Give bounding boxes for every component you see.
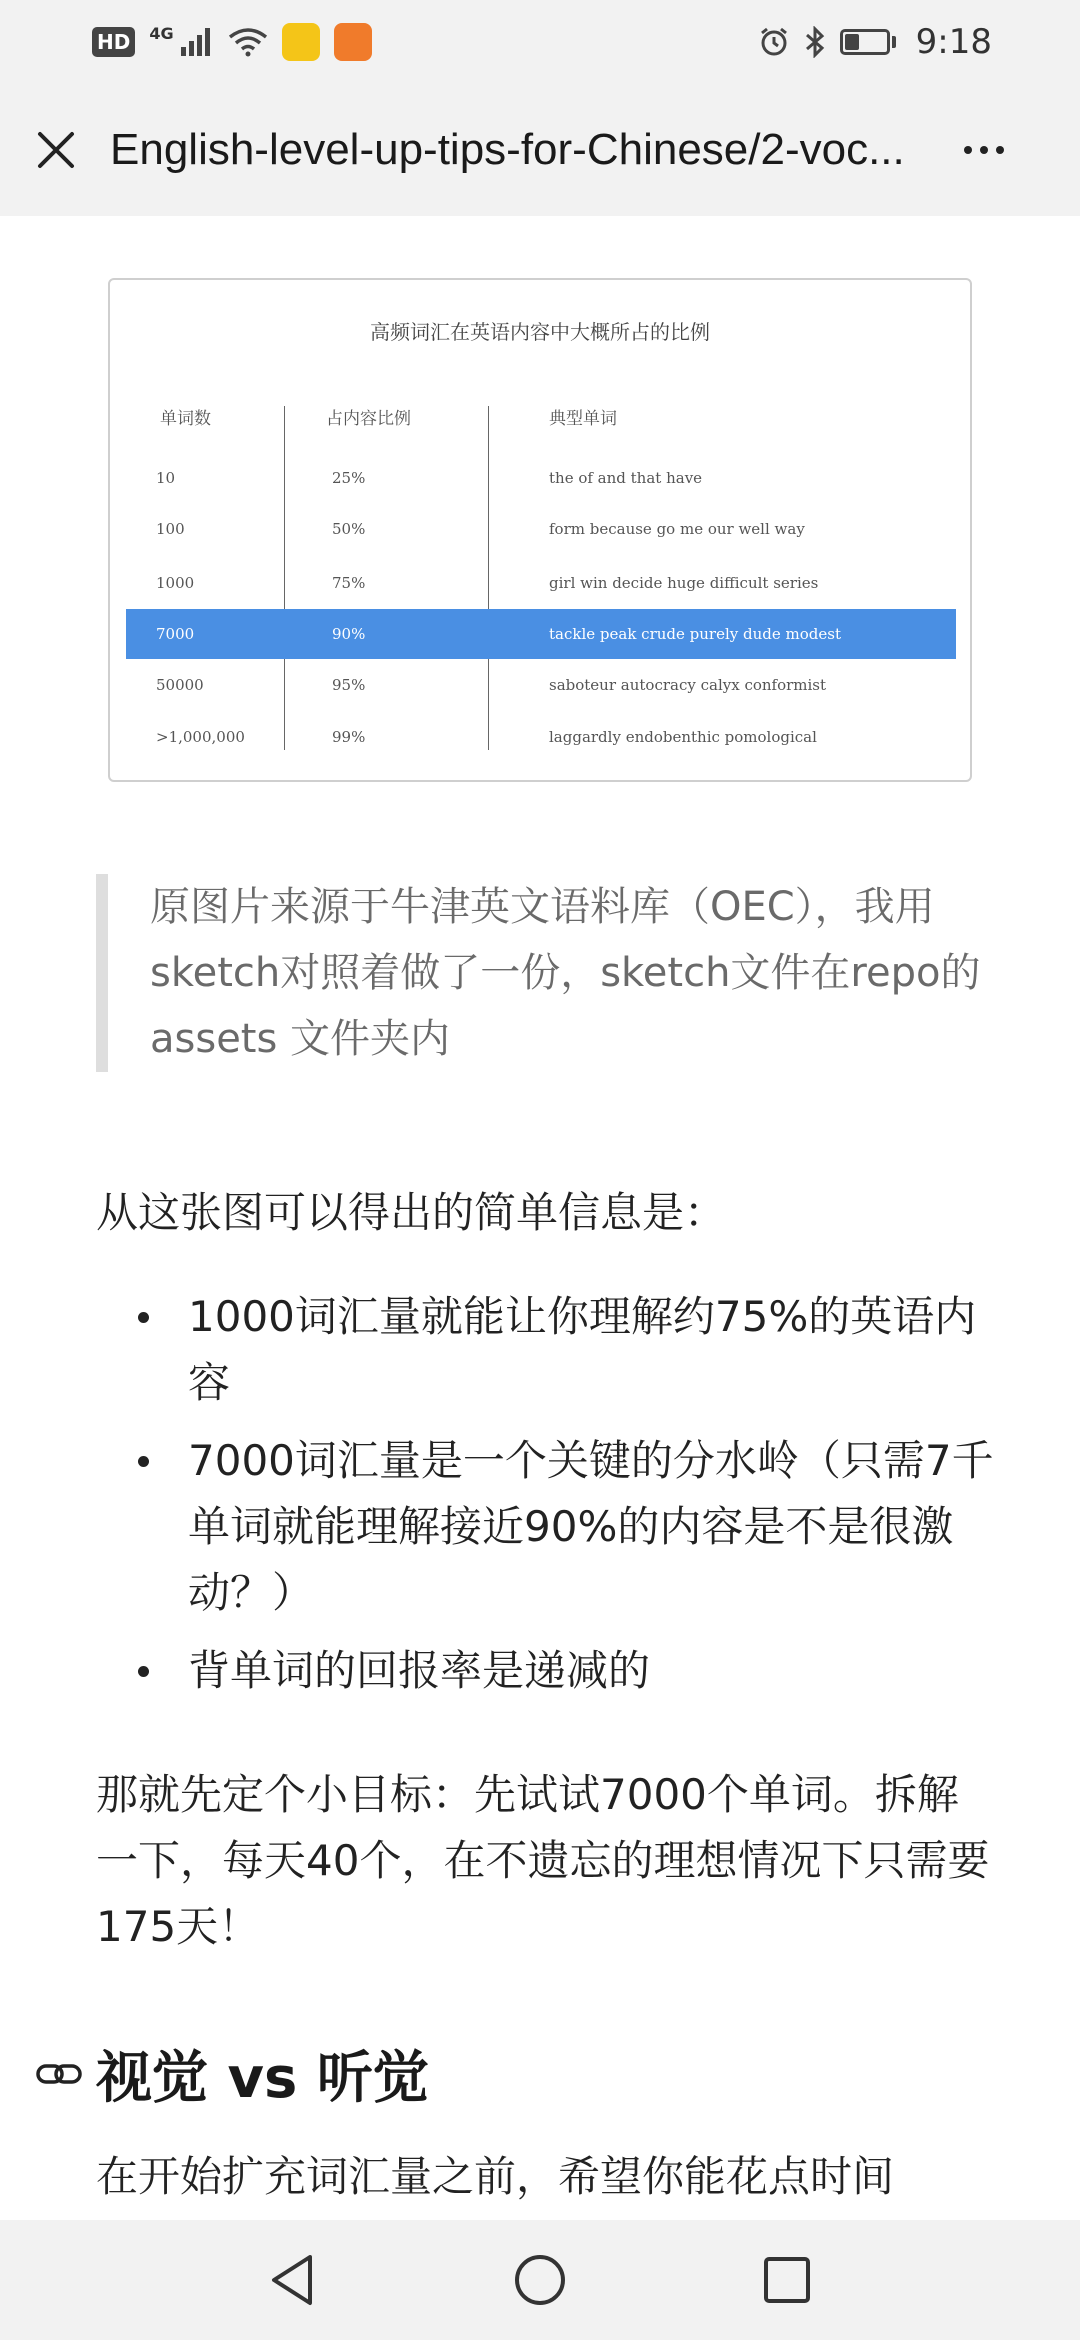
row-count: 1000: [156, 574, 195, 592]
article-content[interactable]: [0, 216, 1080, 2220]
list-item: 背单词的回报率是递减的: [96, 1638, 996, 1704]
home-nav-button[interactable]: [500, 2240, 580, 2320]
figure-row: [126, 712, 956, 762]
status-bar: [0, 0, 1080, 84]
figure-row: [126, 558, 956, 608]
list-item: 7000词汇量是一个关键的分水岭（只需7千单词就能理解接近90%的内容是不是很激动？）: [96, 1428, 996, 1626]
row-count: >1,000,000: [156, 728, 245, 746]
figure-row: [126, 609, 956, 659]
back-nav-button[interactable]: [253, 2240, 333, 2320]
home-circle-icon: [513, 2253, 567, 2307]
section-heading-text: 视觉 vs 听觉: [96, 2046, 429, 2111]
alarm-icon: [758, 26, 790, 58]
list-item: 1000词汇量就能让你理解约75%的英语内容: [96, 1284, 996, 1416]
row-count: 7000: [156, 625, 195, 643]
figure-row: [126, 504, 956, 554]
row-words: form because go me our well way: [549, 520, 805, 538]
row-words: laggardly endobenthic pomological: [549, 728, 817, 746]
recents-nav-button[interactable]: [747, 2240, 827, 2320]
close-button[interactable]: [24, 118, 88, 182]
row-ratio: 50%: [332, 520, 366, 538]
figure-title: 高频词汇在英语内容中大概所占的比例: [370, 320, 710, 344]
bluetooth-icon: [804, 26, 826, 58]
header-word-count: 单词数: [160, 409, 211, 429]
row-words: the of and that have: [549, 469, 703, 487]
more-dot-icon: [964, 146, 972, 154]
row-ratio: 90%: [332, 625, 366, 643]
close-icon: [36, 130, 76, 170]
figure-row: [126, 660, 956, 710]
section-paragraph: 在开始扩充词汇量之前，希望你能花点时间: [96, 2152, 895, 2201]
header-typical-words: 典型单词: [549, 409, 617, 429]
wifi-icon: [228, 27, 268, 57]
figure-row: [126, 453, 956, 503]
hd-badge: HD: [92, 27, 135, 57]
signal-icon: [180, 27, 214, 57]
figure-header-row: [126, 394, 956, 444]
row-count: 10: [156, 469, 176, 487]
network-type: 4G: [149, 23, 174, 43]
anchor-link-icon[interactable]: [36, 2054, 86, 2094]
vocabulary-figure: [108, 278, 972, 782]
row-words: girl win decide huge difficult series: [549, 574, 819, 592]
status-bar-right: [758, 22, 992, 62]
clock: 9:18: [915, 22, 992, 62]
goal-paragraph: 那就先定个小目标：先试试7000个单词。拆解一下，每天40个，在不遗忘的理想情况下只需要175天！: [96, 1770, 990, 1951]
row-ratio: 95%: [332, 676, 366, 694]
page-title: English-level-up-tips-for-Chinese/2-voc...: [110, 125, 905, 174]
header-ratio: 占内容比例: [326, 409, 411, 429]
section-heading: [36, 2036, 429, 2112]
row-ratio: 75%: [332, 574, 366, 592]
row-words: saboteur autocracy calyx conformist: [549, 676, 827, 694]
browser-notification-icon: [334, 23, 372, 61]
row-ratio: 99%: [332, 728, 366, 746]
blockquote: 原图片来源于牛津英文语料库（OEC），我用sketch对照着做了一份，sketch文件在repo的 assets 文件夹内: [96, 874, 996, 1072]
more-dot-icon: [980, 146, 988, 154]
back-triangle-icon: [268, 2253, 318, 2307]
recents-square-icon: [762, 2255, 812, 2305]
title-bar: [0, 84, 1080, 216]
more-options-button[interactable]: [954, 120, 1014, 180]
row-count: 50000: [156, 676, 204, 694]
row-words: tackle peak crude purely dude modest: [549, 625, 841, 643]
row-ratio: 25%: [332, 469, 366, 487]
more-dot-icon: [996, 146, 1004, 154]
bullet-list: [96, 1284, 996, 1716]
app-notification-icon: [282, 23, 320, 61]
status-bar-left: [92, 23, 372, 61]
row-count: 100: [156, 520, 185, 538]
battery-icon: [840, 29, 896, 55]
intro-paragraph: 从这张图可以得出的简单信息是：: [96, 1188, 727, 1237]
navigation-bar: [0, 2220, 1080, 2340]
